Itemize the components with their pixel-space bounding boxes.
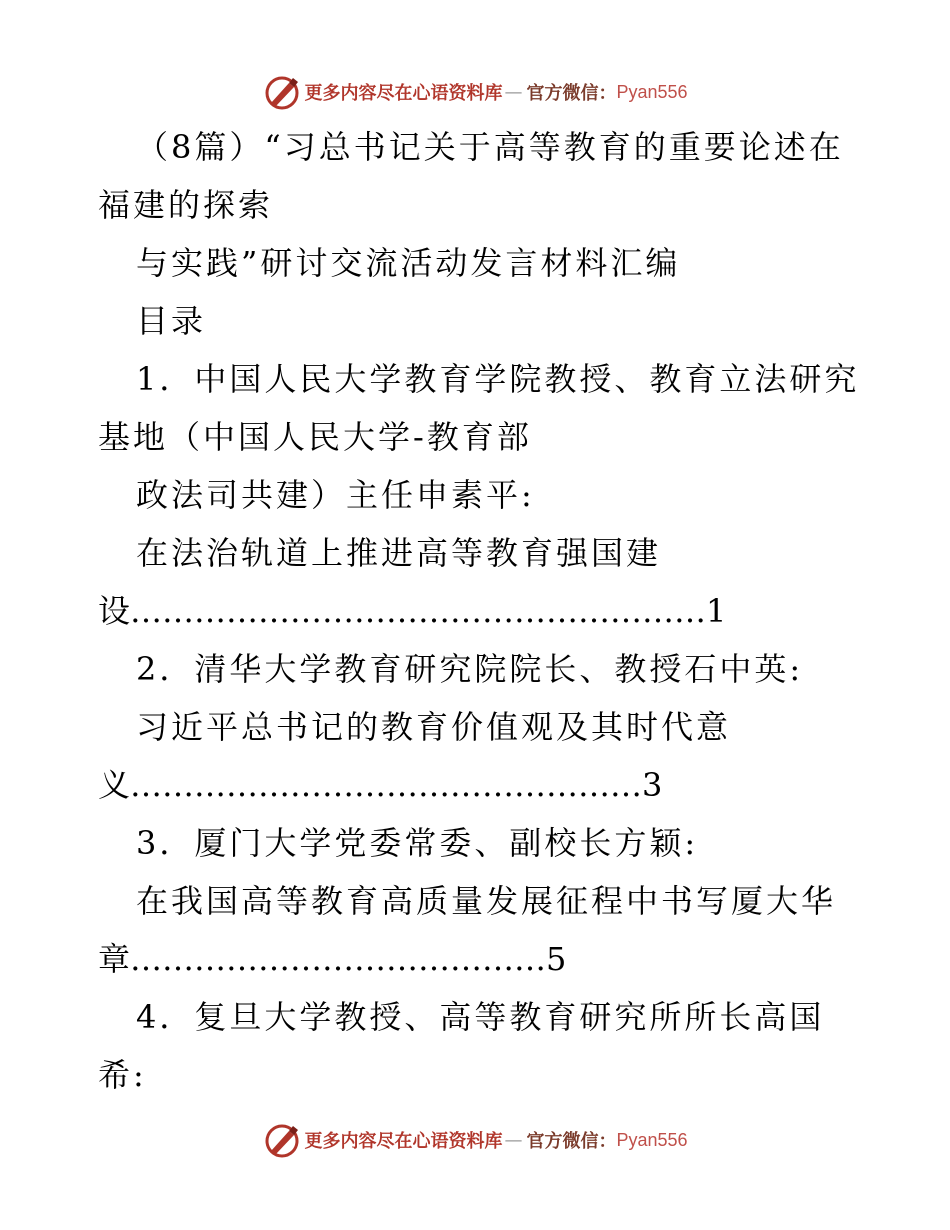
banner-separator: — <box>504 1129 521 1151</box>
toc-item-1 <box>98 350 858 640</box>
banner-wechat-label: 官方微信： <box>526 1131 617 1152</box>
toc-item-leader: 设………………………………………………1 <box>98 592 727 630</box>
toc-item-title: 在我国高等教育高质量发展征程中书写厦大华 <box>136 882 837 920</box>
header-banner <box>0 70 950 114</box>
document-body <box>98 118 858 1104</box>
doc-title-line-1: （8篇）“习总书记关于高等教育的重要论述在 <box>136 128 844 166</box>
toc-item-author: 基地（中国人民大学-教育部 <box>98 418 532 456</box>
toc-item-2 <box>98 640 858 814</box>
toc-item-leader: 章…………………………………5 <box>98 940 567 978</box>
toc-item-author: 4．复旦大学教授、高等教育研究所所长高国 <box>136 998 825 1036</box>
banner-wechat-id: Pyan556 <box>616 1129 688 1150</box>
toc-item-author: 希: <box>98 1056 147 1094</box>
banner-wechat-id: Pyan556 <box>616 81 688 102</box>
banner-main-text: 更多内容尽在心语资料库 <box>304 83 503 104</box>
banner-wechat-label: 官方微信： <box>526 83 617 104</box>
toc-item-author: 1．中国人民大学教育学院教授、教育立法研究 <box>136 360 860 398</box>
banner-main-text: 更多内容尽在心语资料库 <box>304 1131 503 1152</box>
toc-item-title: 习近平总书记的教育价值观及其时代意 <box>136 708 732 746</box>
toc-item-title: 在法治轨道上推进高等教育强国建 <box>136 534 662 572</box>
toc-item-author: 2．清华大学教育研究院院长、教授石中英: <box>136 650 804 688</box>
pen-circle-logo-icon <box>262 72 302 112</box>
footer-banner <box>0 1118 950 1162</box>
toc-item-3 <box>98 814 858 988</box>
toc-item-leader: 义…………………………………………3 <box>98 766 663 804</box>
toc-item-4 <box>98 988 858 1104</box>
toc-heading: 目录 <box>136 302 207 340</box>
banner-separator: — <box>504 81 521 103</box>
doc-title-line-3: 与实践”研讨交流活动发言材料汇编 <box>136 244 681 282</box>
doc-title-line-2: 福建的探索 <box>98 186 274 224</box>
toc-item-author: 3．厦门大学党委常委、副校长方颖: <box>136 824 699 862</box>
toc-item-author: 政法司共建）主任申素平: <box>136 476 535 514</box>
pen-circle-logo-icon <box>262 1120 302 1160</box>
